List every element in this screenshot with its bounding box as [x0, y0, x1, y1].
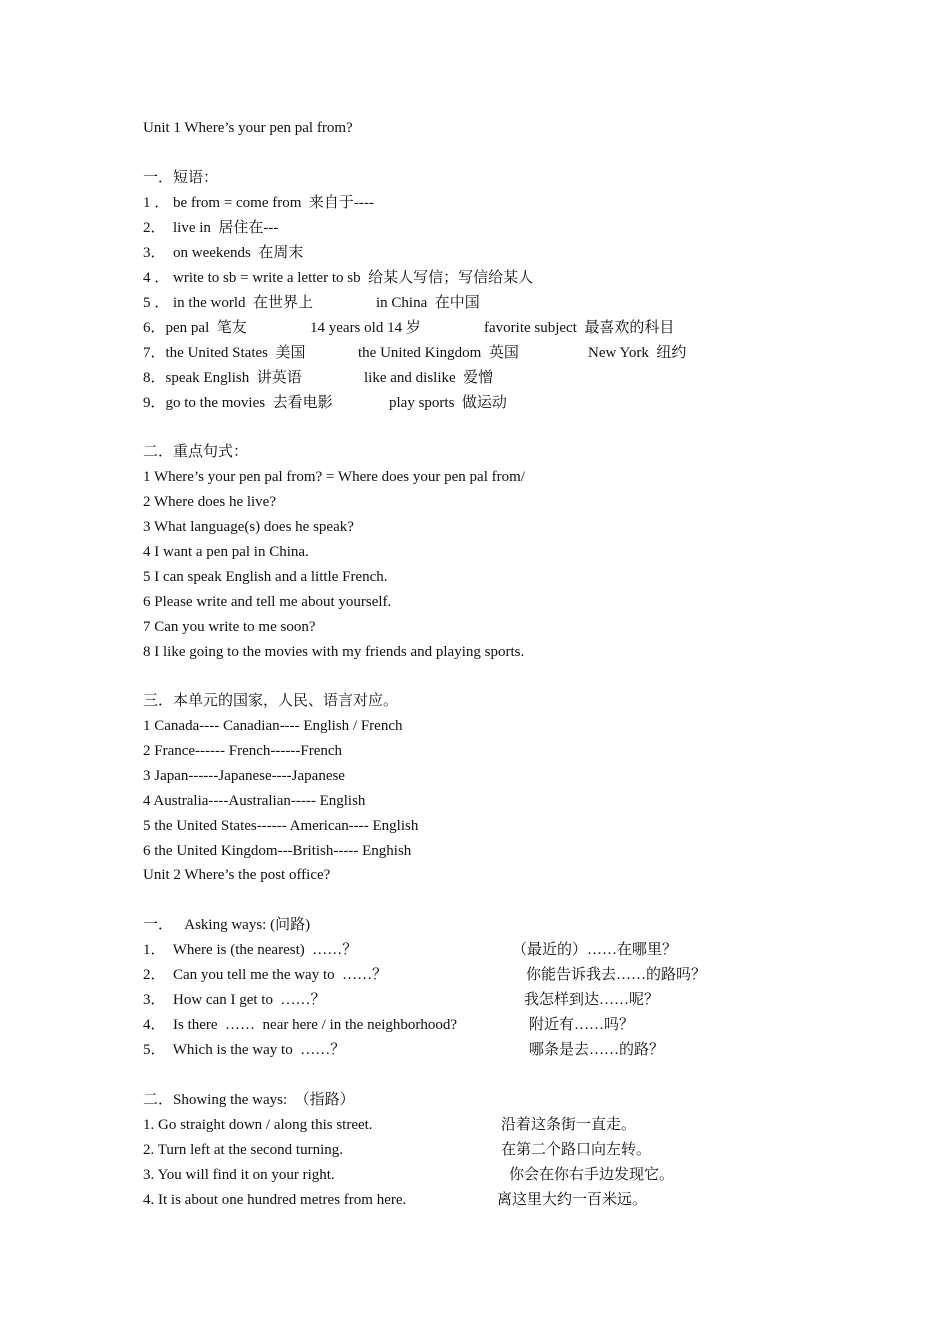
phrase-line-3: 3． on weekends 在周末: [143, 245, 304, 261]
country-line-1: 1 Canada---- Canadian---- English / French: [143, 718, 403, 734]
asking-line-5-zh: 哪条是去……的路？: [529, 1042, 665, 1058]
phrases-heading: 一．短语：: [143, 170, 219, 186]
asking-line-1-zh: （最近的）……在哪里？: [512, 942, 678, 958]
showing-line-2-en: 2. Turn left at the second turning.: [143, 1142, 343, 1158]
asking-line-1-en: 1． Where is (the nearest) ……？: [143, 942, 358, 958]
unit2-title: Unit 2 Where’s the post office?: [143, 867, 331, 883]
sentence-6: 6 Please write and tell me about yourself.: [143, 594, 392, 610]
phrase-line-4: 4 ． write to sb = write a letter to sb 给某人写信；写信给某人: [143, 270, 534, 286]
asking-line-3-zh: 我怎样到达……呢？: [524, 992, 660, 1008]
showing-line-1-en: 1. Go straight down / along this street.: [143, 1117, 373, 1133]
asking-line-4-en: 4． Is there …… near here / in the neighborhood?: [143, 1017, 458, 1033]
showing-line-1-zh: 沿着这条街一直走。: [501, 1117, 637, 1133]
phrase-line-5a: 5 ． in the world 在世界上: [143, 295, 313, 311]
sentence-7: 7 Can you write to me soon?: [143, 619, 316, 635]
asking-line-3-en: 3． How can I get to ……？: [143, 992, 326, 1008]
country-line-3: 3 Japan------Japanese----Japanese: [143, 768, 345, 784]
sentence-4: 4 I want a pen pal in China.: [143, 544, 309, 560]
country-line-2: 2 France------ French------French: [143, 743, 343, 759]
showing-line-2-zh: 在第二个路口向左转。: [501, 1142, 652, 1158]
phrase-line-9b: play sports 做运动: [389, 395, 507, 411]
phrase-line-7a: 7．the United States 美国: [143, 345, 306, 361]
asking-line-5-en: 5． Which is the way to ……？: [143, 1042, 346, 1058]
phrase-line-8b: like and dislike 爱憎: [364, 370, 494, 386]
asking-line-2-en: 2． Can you tell me the way to ……？: [143, 967, 388, 983]
country-line-5: 5 the United States------ American---- English: [143, 818, 419, 834]
showing-line-4-zh: 离这里大约一百米远。: [497, 1192, 648, 1208]
phrase-line-6c: favorite subject 最喜欢的科目: [484, 320, 675, 336]
phrase-line-9a: 9．go to the movies 去看电影: [143, 395, 333, 411]
phrase-line-2: 2． live in 居住在---: [143, 220, 279, 236]
phrase-line-5b: in China 在中国: [376, 295, 480, 311]
asking-line-2-zh: 你能告诉我去……的路吗？: [526, 967, 707, 983]
sentence-8: 8 I like going to the movies with my friends and playing sports.: [143, 644, 525, 660]
country-line-4: 4 Australia----Australian----- English: [143, 793, 366, 809]
phrase-line-6a: 6．pen pal 笔友: [143, 320, 247, 336]
sentence-1: 1 Where’s your pen pal from? = Where does your pen pal from/: [143, 469, 525, 485]
showing-line-3-en: 3. You will find it on your right.: [143, 1167, 335, 1183]
asking-line-4-zh: 附近有……吗？: [529, 1017, 635, 1033]
showing-line-4-en: 4. It is about one hundred metres from here.: [143, 1192, 407, 1208]
phrase-line-6b: 14 years old 14 岁: [310, 320, 421, 336]
countries-heading: 三．本单元的国家，人民、语言对应。: [143, 693, 399, 709]
sentence-3: 3 What language(s) does he speak?: [143, 519, 354, 535]
sentence-2: 2 Where does he live?: [143, 494, 277, 510]
phrase-line-7c: New York 纽约: [588, 345, 687, 361]
showing-line-3-zh: 你会在你右手边发现它。: [509, 1167, 675, 1183]
phrase-line-1: 1 ． be from = come from 来自于----: [143, 195, 374, 211]
sentences-heading: 二．重点句式：: [143, 444, 249, 460]
sentence-5: 5 I can speak English and a little French.: [143, 569, 388, 585]
phrase-line-7b: the United Kingdom 英国: [358, 345, 519, 361]
showing-heading: 二．Showing the ways: （指路）: [143, 1092, 355, 1108]
country-line-6: 6 the United Kingdom---British----- Enghish: [143, 843, 412, 859]
unit1-title: Unit 1 Where’s your pen pal from?: [143, 120, 353, 136]
asking-heading: 一． Asking ways: (问路): [143, 917, 311, 933]
phrase-line-8a: 8．speak English 讲英语: [143, 370, 302, 386]
